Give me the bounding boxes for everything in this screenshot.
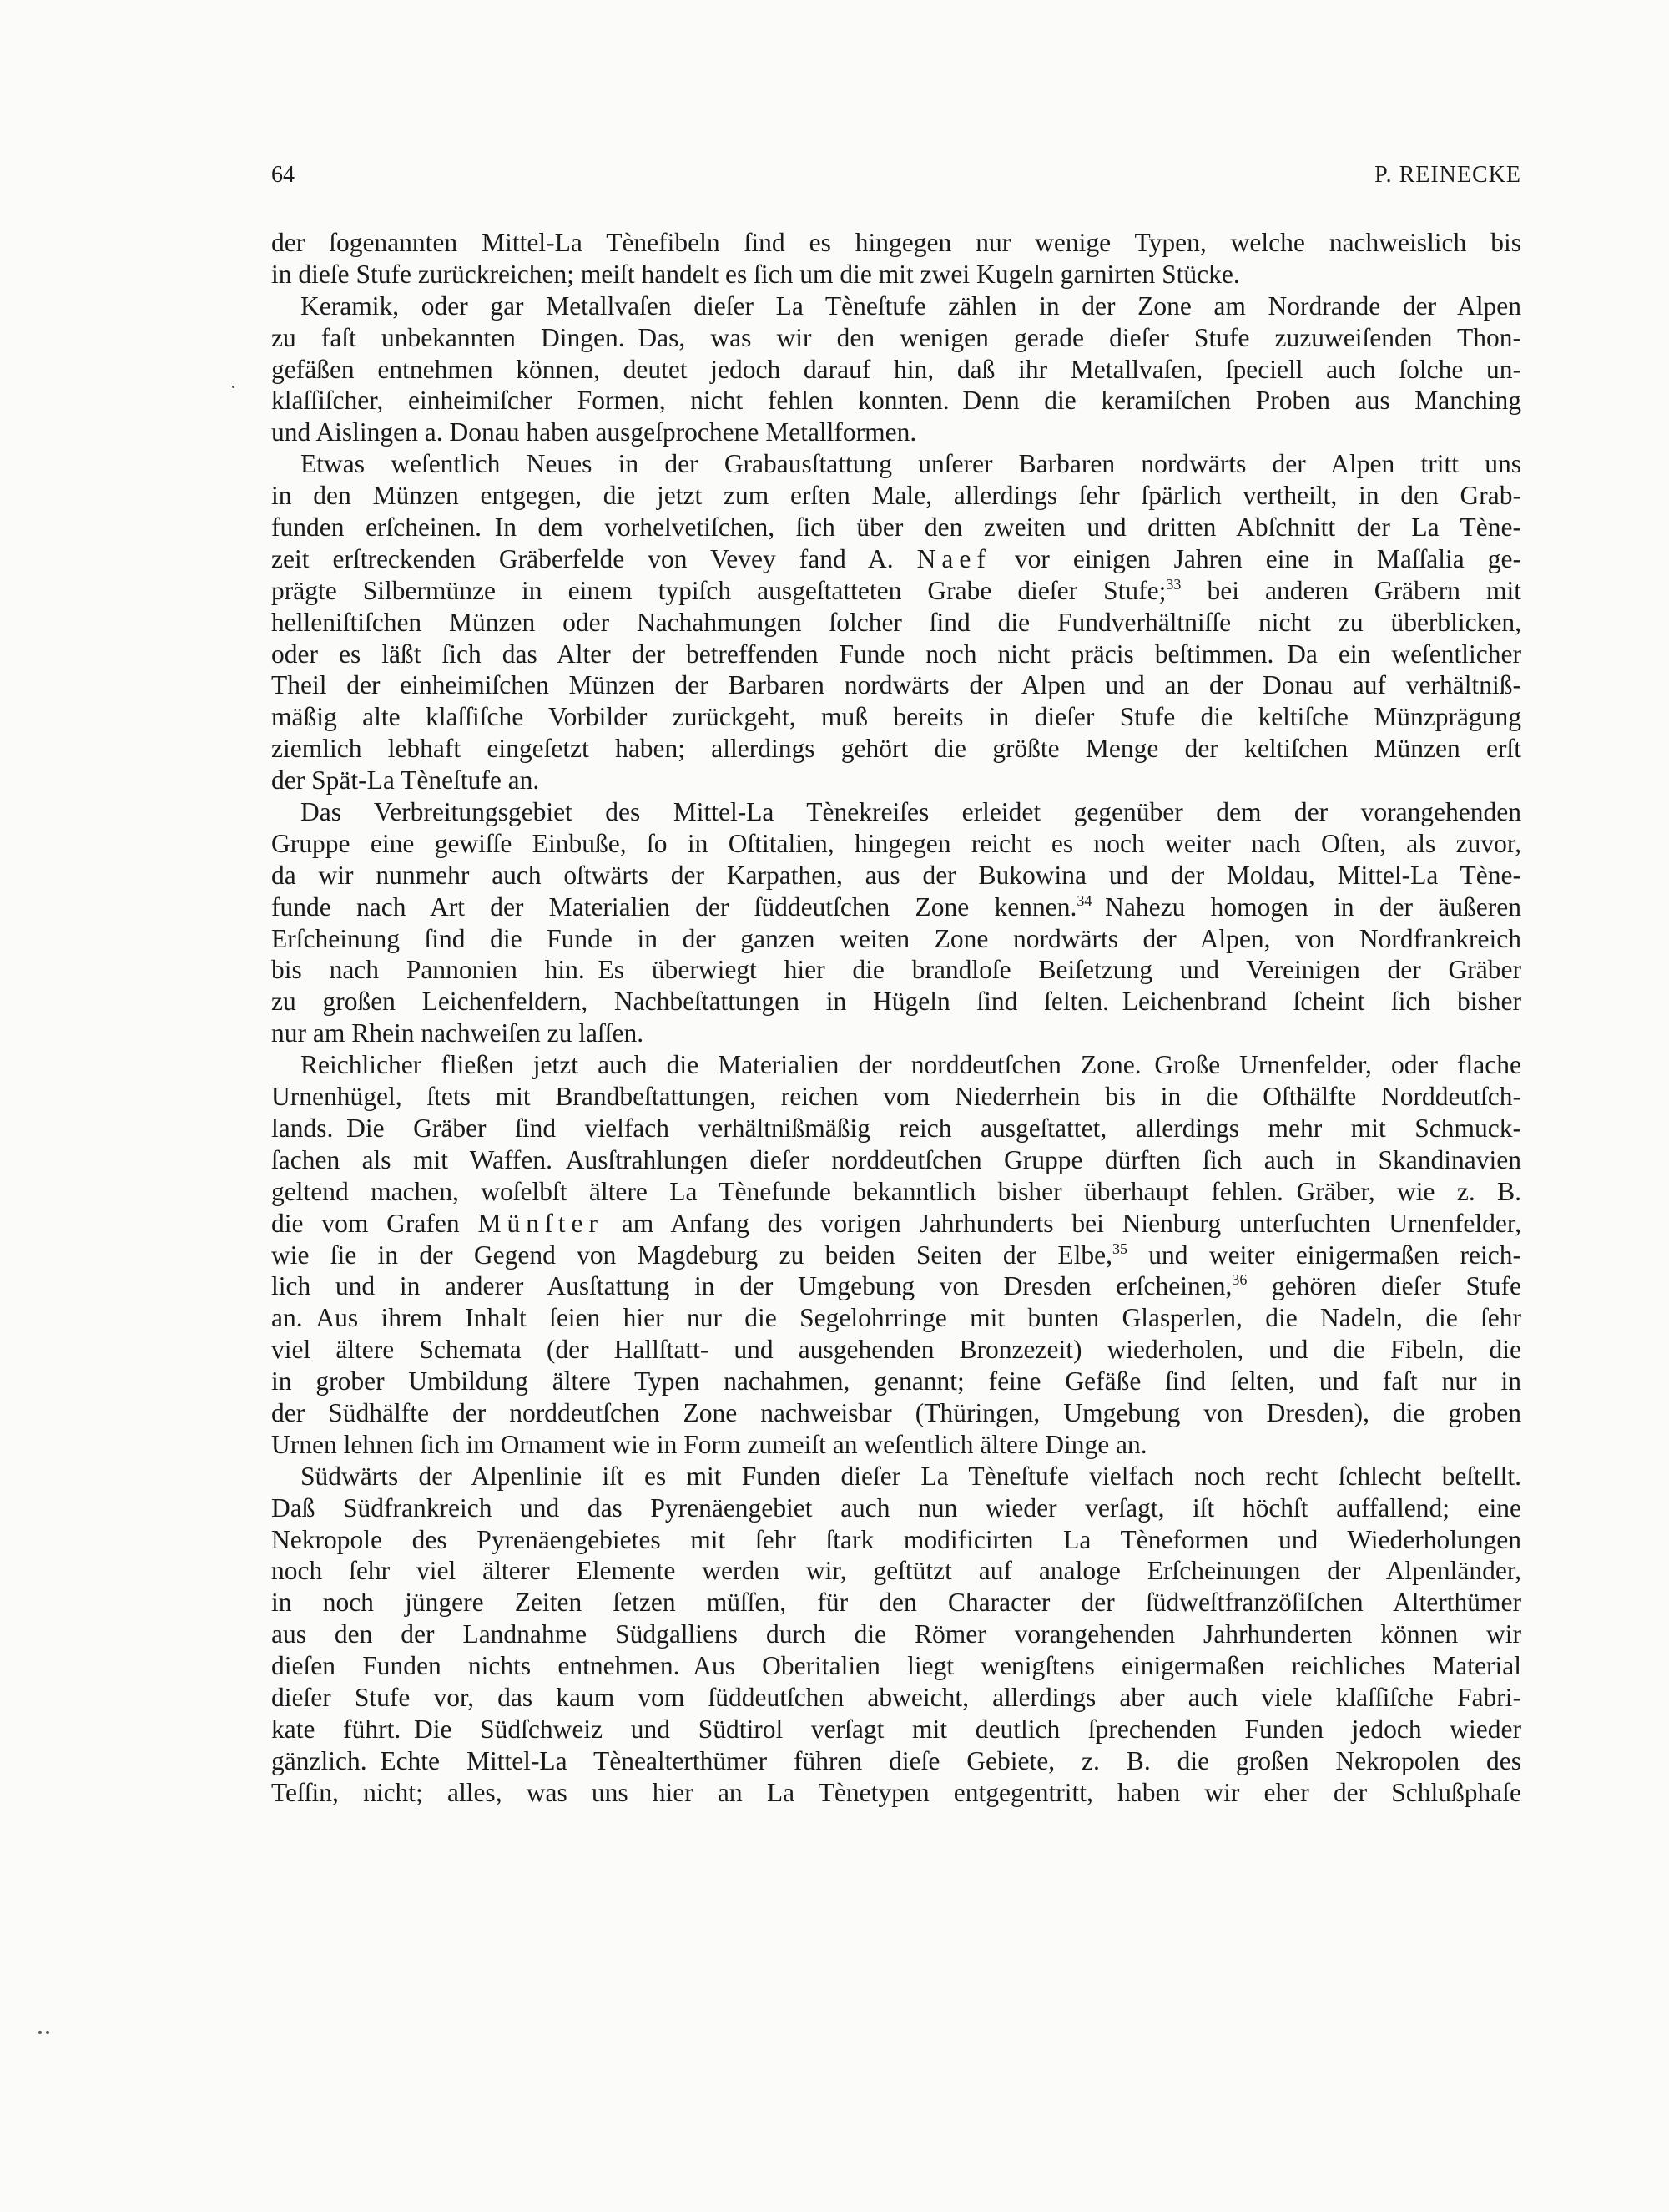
text-line: da wir nunmehr auch oſtwärts der Karpathen, aus der Bukowina und der Moldau, Mittel-La Tène- [271, 860, 1521, 890]
margin-speck [46, 2031, 49, 2034]
text-line: Das Verbreitungsgebiet des Mittel-La Tènekreiſes erleidet gegenüber dem der vorangehenden [300, 797, 1521, 827]
text-line: aus den der Landnahme Südgalliens durch die Römer vorangehenden Jahrhunderten können wir [271, 1619, 1521, 1649]
text-line: ziemlich lebhaft eingeſetzt haben; allerdings gehört die größte Menge der keltiſchen Münzen erſt [271, 734, 1521, 764]
paragraph [271, 1461, 1521, 1809]
text-line: in grober Umbildung ältere Typen nachahmen, genannt; feine Gefäße ſind ſelten, und faſt nur in [271, 1366, 1521, 1396]
footnote-ref[interactable]: 36 [1232, 1271, 1248, 1289]
text-line: lands. Die Gräber ſind vielfach verhältnißmäßig reich ausgeſtattet, allerdings mehr mit Schmuck- [271, 1113, 1521, 1143]
text-line: der ſogenannten Mittel-La Tènefibeln ſind es hingegen nur wenige Typen, welche nachweislich bis [271, 228, 1521, 257]
footnote-ref[interactable]: 33 [1166, 575, 1182, 593]
text-line: Erſcheinung ſind die Funde in der ganzen weiten Zone nordwärts der Alpen, von Nordfrankreich [271, 923, 1521, 953]
text-line: viel ältere Schemata (der Hallſtatt- und ausgehenden Bronzezeit) wiederholen, und die Fibeln, die [271, 1335, 1521, 1365]
footnote-ref[interactable]: 35 [1112, 1240, 1127, 1257]
text-line: in noch jüngere Zeiten ſetzen müſſen, für den Character der ſüdweſtfranzöſiſchen Alterthümer [271, 1588, 1521, 1618]
text-line: Etwas weſentlich Neues in der Grabausſtattung unſerer Barbaren nordwärts der Alpen tritt uns [300, 449, 1521, 479]
text-line: bis nach Pannonien hin. Es überwiegt hier die brandloſe Beiſetzung und Vereinigen der Gräber [271, 955, 1521, 985]
text-line: Keramik, oder gar Metallvaſen dieſer La Tèneſtufe zählen in der Zone am Nordrande der Alpen [300, 290, 1521, 321]
paragraph [271, 796, 1521, 1049]
text-line: und Aislingen a. Donau haben ausgeſprochene Metallformen. [271, 417, 917, 447]
paragraph [271, 290, 1521, 448]
text-line: dieſer Stufe vor, das kaum vom ſüddeutſchen abweicht, allerdings aber auch viele klaſſiſche Fabri- [271, 1682, 1521, 1712]
text-line: in den Münzen entgegen, die jetzt zum erſten Male, allerdings ſehr ſpärlich vertheilt, in den Grab- [271, 481, 1521, 511]
text-line: zu großen Leichenfeldern, Nachbeſtattungen in Hügeln ſind ſelten. Leichenbrand ſcheint ſich bisher [271, 987, 1521, 1017]
text-line: oder es läßt ſich das Alter der betreffenden Funde noch nicht präcis beſtimmen. Da ein weſentlicher [271, 639, 1521, 669]
text-line: ſachen als mit Waffen. Ausſtrahlungen dieſer norddeutſchen Gruppe dürften ſich auch in Skandinavien [271, 1144, 1521, 1174]
text-line: geltend machen, woſelbſt ältere La Tènefunde bekanntlich bisher überhaupt fehlen. Gräber, wie z. B. [271, 1176, 1521, 1206]
text-line: noch ſehr viel älterer Elemente werden wir, geſtützt auf analoge Erſcheinungen der Alpenländer, [271, 1556, 1521, 1586]
margin-speck [38, 2031, 42, 2034]
text-line: Reichlicher fließen jetzt auch die Materialien der norddeutſchen Zone. Große Urnenfelder, oder flache [300, 1050, 1521, 1080]
text-line: gefäßen entnehmen können, deutet jedoch darauf hin, daß ihr Metallvaſen, ſpeciell auch ſolche un- [271, 354, 1521, 384]
paragraph [271, 227, 1521, 290]
text-line: die vom Grafen Münſter am Anfang des vorigen Jahrhunderts bei Nienburg unterſuchten Urnenfelder, [271, 1208, 1521, 1238]
text-line: Theil der einheimiſchen Münzen der Barbaren nordwärts der Alpen und an der Donau auf verhältniß- [271, 670, 1521, 700]
text-line: Teſſin, nicht; alles, was uns hier an La Tènetypen entgegentritt, haben wir eher der Schlußphaſe [271, 1777, 1521, 1807]
text-line: dieſen Funden nichts entnehmen. Aus Oberitalien liegt wenigſtens einigermaßen reichliches Material [271, 1651, 1521, 1681]
text-line: Nekropole des Pyrenäengebietes mit ſehr ſtark modificirten La Tèneformen und Wiederholungen [271, 1524, 1521, 1554]
text-line: Daß Südfrankreich und das Pyrenäengebiet auch nun wieder verſagt, iſt höchſt auffallend; eine [271, 1492, 1521, 1523]
text-line: an. Aus ihrem Inhalt ſeien hier nur die Segelohrringe mit bunten Glasperlen, die Nadeln, die ſehr [271, 1303, 1521, 1333]
text-line: lich und in anderer Ausſtattung in der Umgebung von Dresden erſcheinen,$^{36}$ gehören dieſer Stufe [271, 1271, 1522, 1301]
running-header [271, 159, 1521, 192]
text-line: zeit erſtreckenden Gräberfelde von Vevey fand A. Naef vor einigen Jahren eine in Maſſalia ge- [271, 543, 1521, 573]
running-head-author: P. REINECKE [1374, 162, 1521, 188]
text-line: in dieſe Stufe zurückreichen; meiſt handelt es ſich um die mit zwei Kugeln garnirten Stücke. [271, 259, 1240, 289]
margin-speck [232, 386, 234, 388]
text-line: wie ſie in der Gegend von Magdeburg zu beiden Seiten der Elbe,$^{35}$ und weiter einigermaßen reich- [271, 1240, 1521, 1270]
text-line: Urnenhügel, ſtets mit Brandbeſtattungen, reichen vom Niederrhein bis in die Oſthälfte Norddeutſch- [271, 1082, 1521, 1112]
spaced-name: Münſter [477, 1208, 603, 1238]
text-line: Gruppe eine gewiſſe Einbuße, ſo in Oſtitalien, hingegen reicht es noch weiter nach Oſten, als zuvor, [271, 828, 1521, 858]
text-line: gänzlich. Echte Mittel-La Tènealterthümer führen dieſe Gebiete, z. B. die großen Nekropolen des [271, 1745, 1521, 1775]
text-line: der Spät-La Tèneſtufe an. [271, 765, 540, 795]
spaced-name: Naef [916, 543, 991, 573]
body-text [271, 227, 1521, 1809]
text-line: klaſſiſcher, einheimiſcher Formen, nicht fehlen konnten. Denn die keramiſchen Proben aus Manching [271, 386, 1521, 416]
text-line: prägte Silbermünze in einem typiſch ausgeſtatteten Grabe dieſer Stufe;$^{33}$ bei anderen Gräbern mit [271, 575, 1521, 605]
text-line: kate führt. Die Südſchweiz und Südtirol verſagt mit deutlich ſprechenden Funden jedoch wieder [271, 1714, 1521, 1744]
text-line: zu faſt unbekannten Dingen. Das, was wir den wenigen gerade dieſer Stufe zuzuweiſenden Thon- [271, 322, 1521, 352]
text-line: Urnen lehnen ſich im Ornament wie in Form zumeiſt an weſentlich ältere Dinge an. [271, 1429, 1147, 1459]
paragraph [271, 1049, 1521, 1461]
text-line: helleniſtiſchen Münzen oder Nachahmungen ſolcher ſind die Fundverhältniſſe nicht zu überblicken, [271, 607, 1521, 637]
page-number: 64 [271, 162, 295, 188]
text-line: der Südhälfte der norddeutſchen Zone nachweisbar (Thüringen, Umgebung von Dresden), die groben [271, 1397, 1521, 1427]
footnote-ref[interactable]: 34 [1077, 891, 1092, 909]
text-line: funden erſcheinen. In dem vorhelvetiſchen, ſich über den zweiten und dritten Abſchnitt der La Tène- [271, 513, 1521, 543]
text-line: Südwärts der Alpenlinie iſt es mit Funden dieſer La Tèneſtufe vielfach noch recht ſchlecht beſtellt. [300, 1461, 1521, 1491]
text-line: mäßig alte klaſſiſche Vorbilder zurückgeht, muß bereits in dieſer Stufe die keltiſche Münzprägung [271, 702, 1521, 732]
paragraph [271, 448, 1521, 796]
text-line: funde nach Art der Materialien der ſüddeutſchen Zone kennen.$^{34}$ Nahezu homogen in der äußeren [271, 891, 1521, 922]
text-line: nur am Rhein nachweiſen zu laſſen. [271, 1018, 644, 1048]
